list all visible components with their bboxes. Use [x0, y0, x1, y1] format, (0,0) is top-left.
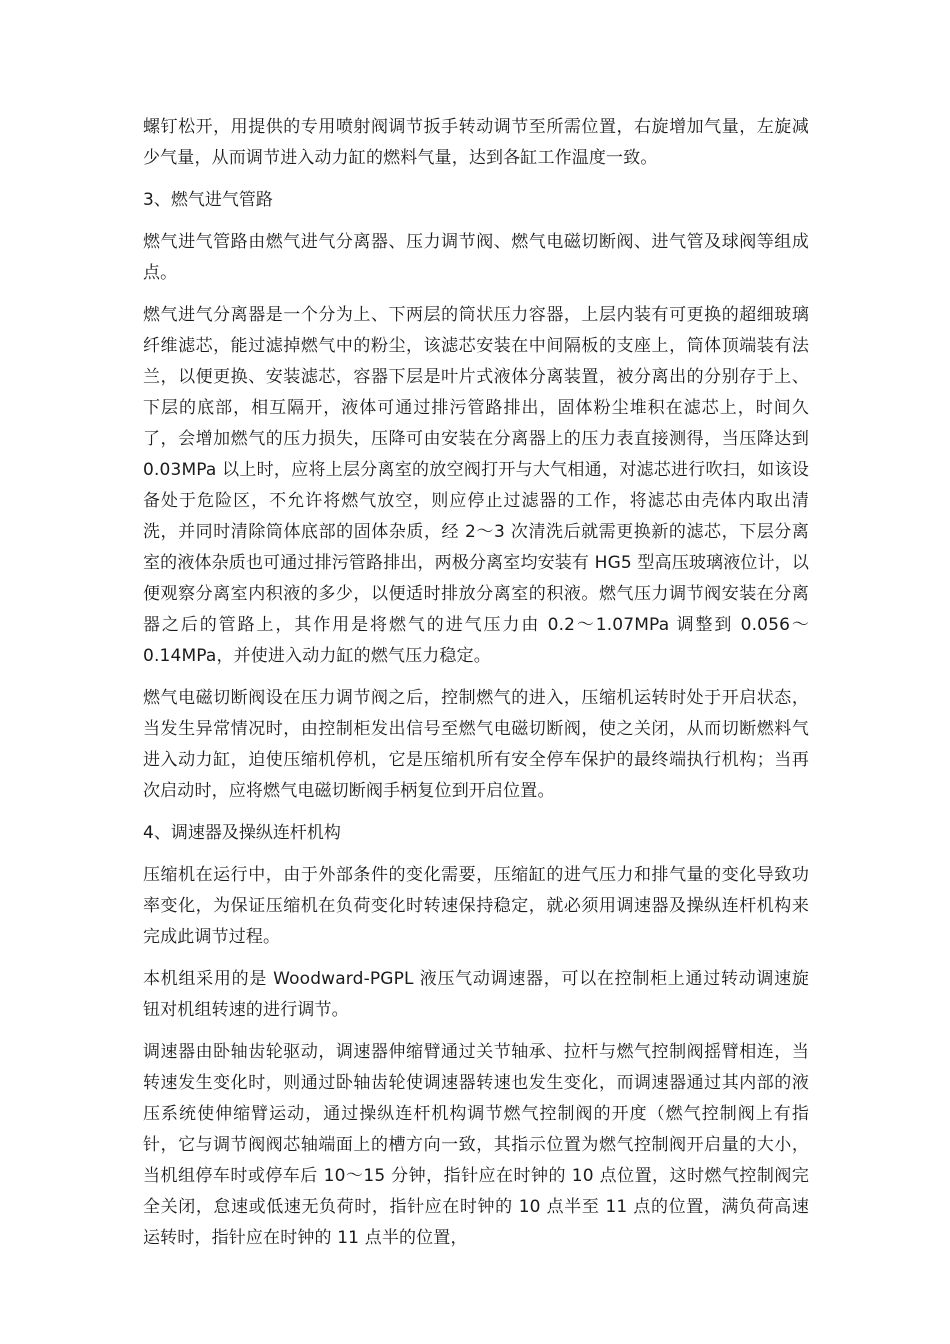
paragraph-governor-purpose: 压缩机在运行中，由于外部条件的变化需要，压缩缸的进气压力和排气量的变化导致功率变化，为保证压缩机在负荷变化时转速保持稳定，就必须用调速器及操纵连杆机构来完成此调节过程。: [143, 865, 809, 947]
paragraph-solenoid-shutoff-valve: 燃气电磁切断阀设在压力调节阀之后，控制燃气的进入，压缩机运转时处于开启状态，当发生异常情况时，由控制柜发出信号至燃气电磁切断阀，使之关闭，从而切断燃料气进入动力缸，迫使压缩机停机，它是压缩机所有安全停车保护的最终端执行机构；当再次启动时，应将燃气电磁切断阀手柄复位到开启位置。: [143, 688, 809, 801]
paragraph-governor-model: 本机组采用的是 Woodward-PGPL 液压气动调速器，可以在控制柜上通过转动调速旋钮对机组转速的进行调节。: [143, 969, 809, 1020]
paragraph-gas-inlet-components: 燃气进气管路由燃气进气分离器、压力调节阀、燃气电磁切断阀、进气管及球阀等组成点。: [143, 232, 809, 283]
paragraph-governor-operation: 调速器由卧轴齿轮驱动，调速器伸缩臂通过关节轴承、拉杆与燃气控制阀摇臂相连，当转速发生变化时，则通过卧轴齿轮使调速器转速也发生变化，而调速器通过其内部的液压系统使伸缩臂运动，通过操纵连杆机构调节燃气控制阀的开度（燃气控制阀上有指针，它与调节阀阀芯轴端面上的槽方向一致，其指示位置为燃气控制阀开启量的大小，当机组停车时或停车后 10～15 分钟，指针应在时钟的 10 点位置，这时燃气控制阀完全关闭，怠速或低速无负荷时，指针应在时钟的 10 点半至 11 点的位置，满负荷高速运转时，指针应在时钟的 11 点半的位置，: [143, 1042, 809, 1248]
paragraph-gas-separator: 燃气进气分离器是一个分为上、下两层的筒状压力容器，上层内装有可更换的超细玻璃纤维滤芯，能过滤掉燃气中的粉尘，该滤芯安装在中间隔板的支座上，筒体顶端装有法兰，以便更换、安装滤芯，容器下层是叶片式液体分离装置，被分离出的分别存于上、下层的底部，相互隔开，液体可通过排污管路排出，固体粉尘堆积在滤芯上，时间久了，会增加燃气的压力损失，压降可由安装在分离器上的压力表直接测得，当压降达到 0.03MPa 以上时，应将上层分离室的放空阀打开与大气相通，对滤芯进行吹扫，如该设备处于危险区，不允许将燃气放空，则应停止过滤器的工作，将滤芯由壳体内取出清洗，并同时清除筒体底部的固体杂质，经 2～3 次清洗后就需更换新的滤芯，下层分离室的液体杂质也可通过排污管路排出，两极分离室均安装有 HG5 型高压玻璃液位计，以便观察分离室内积液的多少，以便适时排放分离室的积液。燃气压力调节阀安装在分离器之后的管路上，其作用是将燃气的进气压力由 0.2～1.07MPa 调整到 0.056～0.14MPa，并使进入动力缸的燃气压力稳定。: [143, 305, 809, 666]
document-body: [143, 112, 809, 1265]
paragraph-injection-valve-adjustment: 螺钉松开，用提供的专用喷射阀调节扳手转动调节至所需位置，右旋增加气量，左旋减少气量，从而调节进入动力缸的燃料气量，达到各缸工作温度一致。: [143, 117, 809, 168]
section-heading-gas-inlet-pipeline: 3、燃气进气管路: [143, 190, 273, 210]
section-heading-governor-linkage: 4、调速器及操纵连杆机构: [143, 823, 341, 843]
